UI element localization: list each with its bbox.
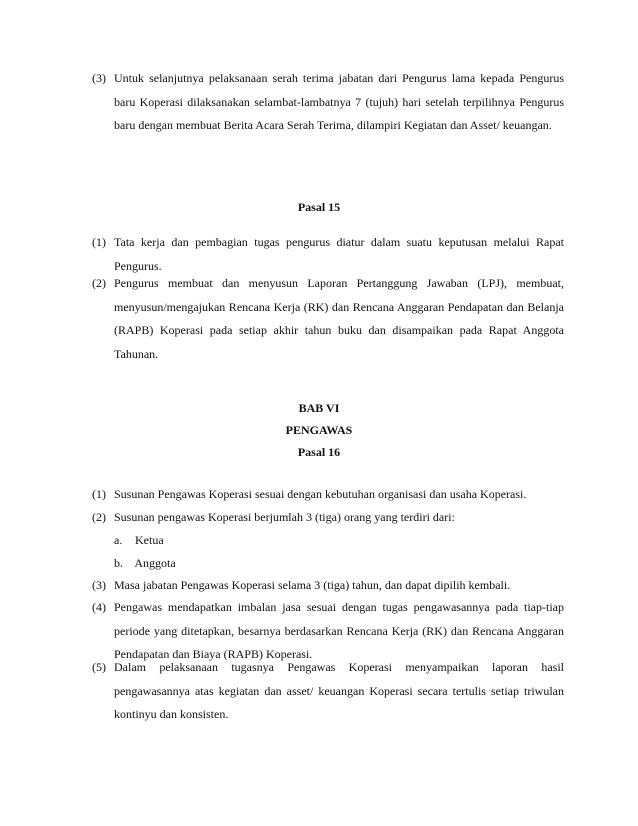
paragraph-text: Pengawas mendapatkan imbalan jasa sesuai dengan tugas pengawasannya pada tiap-tiap periode yang ditetapkan, besarnya berdasarkan Rencana Kerja (RK) dan Rencana Anggaran Pendapatan dan Biaya (RAPB) Koperasi. [114,600,564,661]
pasal-16-item-1 [92,483,564,507]
paragraph-text: Pengurus membuat dan menyusun Laporan Pertanggung Jawaban (LPJ), membuat, menyusun/mengajukan Rencana Kerja (RK) dan Rencana Anggaran Pendapatan dan Belanja (RAPB) Koperasi pada setiap akhir tahun buku dan disampaikan pada Rapat Anggota Tahunan. [114,276,564,361]
paragraph-3-top [92,67,564,138]
pasal-16-item-2 [92,506,564,530]
pasal-16-item-3 [92,574,564,598]
paragraph-number: (5) [92,660,106,674]
bab-title: BAB VI [298,401,340,415]
sub-item-text: Anggota [134,556,176,570]
paragraph-text: Untuk selanjutnya pelaksanaan serah terima jabatan dari Pengurus lama kepada Pengurus baru Koperasi dilaksanakan selambat-lambatnya 7 (tujuh) hari setelah terpilihnya Pengurus baru dengan membuat Berita Acara Serah Terima, dilampiri Kegiatan dan Asset/ keuangan. [114,71,564,132]
paragraph-number: (1) [92,487,106,501]
paragraph-text: Susunan Pengawas Koperasi sesuai dengan kebutuhan organisasi dan usaha Koperasi. [114,487,527,501]
paragraph-number: (3) [92,71,106,85]
sub-item-a [114,529,164,553]
sub-item-letter: a. [114,533,123,547]
pasal-16-item-5 [92,656,564,727]
pasal-15-item-2 [92,272,564,366]
paragraph-text: Dalam pelaksanaan tugasnya Pengawas Koperasi menyampaikan laporan hasil pengawasannya atas kegiatan dan asset/ keuangan Koperasi secara tertulis setiap triwulan kontinyu dan konsisten. [114,660,564,721]
pasal-16-heading: Pasal 16 [297,445,341,459]
paragraph-number: (1) [92,235,106,249]
paragraph-text: Tata kerja dan pembagian tugas pengurus diatur dalam suatu keputusan melalui Rapat Pengurus. [114,235,564,273]
sub-item-letter: b. [114,556,123,570]
bab-subtitle: PENGAWAS [285,423,353,437]
sub-item-text: Ketua [135,533,164,547]
pasal-15-item-1 [92,231,564,278]
sub-item-b [114,552,176,576]
pasal-15-heading: Pasal 15 [297,200,341,214]
paragraph-number: (3) [92,578,106,592]
paragraph-number: (2) [92,510,106,524]
paragraph-number: (4) [92,600,106,614]
paragraph-text: Masa jabatan Pengawas Koperasi selama 3 (tiga) tahun, dan dapat dipilih kembali. [114,578,511,592]
paragraph-number: (2) [92,276,106,290]
paragraph-text: Susunan pengawas Koperasi berjumlah 3 (tiga) orang yang terdiri dari: [114,510,455,524]
